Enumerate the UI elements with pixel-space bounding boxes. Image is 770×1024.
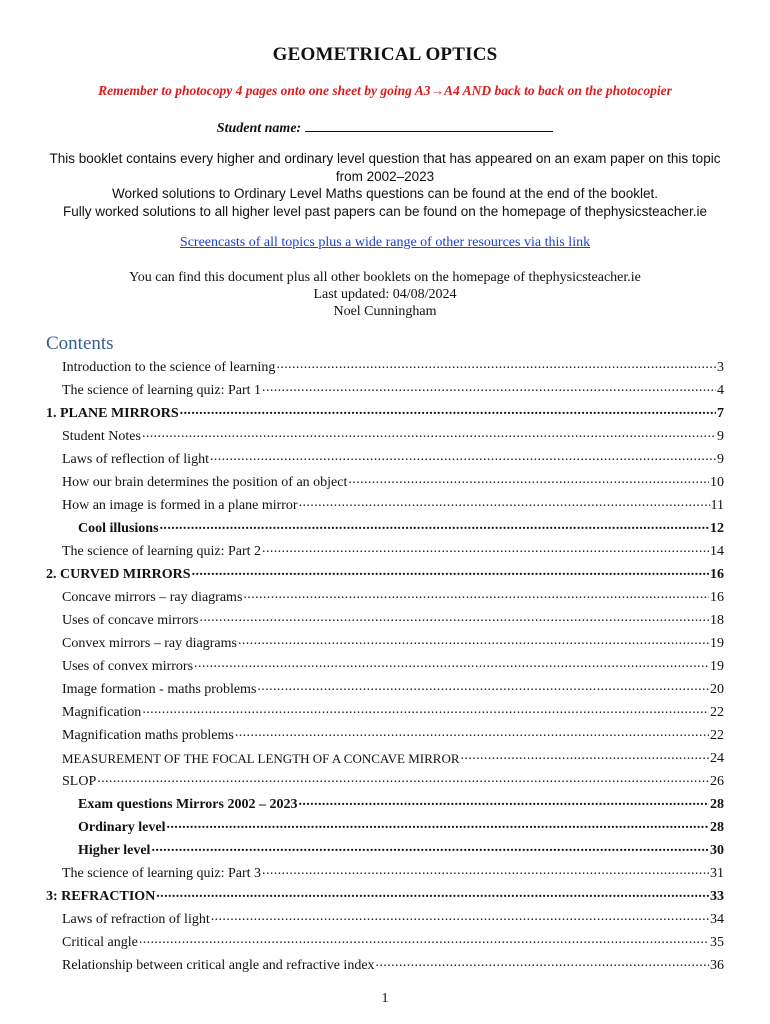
toc-entry-page: 34 <box>710 911 724 927</box>
toc-entry[interactable] <box>46 701 724 724</box>
toc-entry-page: 20 <box>710 681 724 697</box>
toc-leader-dots <box>276 357 716 373</box>
toc-entry-page: 35 <box>710 934 724 950</box>
toc-entry[interactable] <box>46 954 724 977</box>
toc-entry-label: The science of learning quiz: Part 2 <box>62 543 262 559</box>
toc-entry-page: 12 <box>710 520 724 536</box>
toc-leader-dots <box>376 955 709 971</box>
toc-leader-dots <box>210 449 716 465</box>
toc-leader-dots <box>262 863 709 879</box>
toc-entry-page: 28 <box>710 819 724 835</box>
toc-entry-page: 22 <box>710 727 724 743</box>
toc-entry[interactable] <box>46 816 724 839</box>
toc-entry[interactable] <box>46 494 724 517</box>
toc-entry-page: 9 <box>717 451 724 467</box>
toc-leader-dots <box>139 932 709 948</box>
student-name-blank[interactable] <box>305 117 553 132</box>
toc-entry-label: Image formation - maths problems <box>62 681 257 697</box>
toc-entry-page: 19 <box>710 635 724 651</box>
toc-entry-label: Exam questions Mirrors 2002 – 2023 <box>78 796 298 812</box>
toc-leader-dots <box>211 909 709 925</box>
toc-entry-label: SLOP <box>62 773 97 789</box>
toc-entry[interactable] <box>46 402 724 425</box>
table-of-contents <box>46 356 724 977</box>
toc-entry-label: Convex mirrors – ray diagrams <box>62 635 237 651</box>
toc-entry[interactable] <box>46 632 724 655</box>
intro-line: Fully worked solutions to all higher level past papers can be found on the homepage of thephysicsteacher.ie <box>63 203 707 219</box>
toc-entry-label: Concave mirrors – ray diagrams <box>62 589 243 605</box>
toc-leader-dots <box>199 610 709 626</box>
toc-leader-dots <box>194 656 709 672</box>
toc-leader-dots <box>156 886 709 902</box>
toc-entry[interactable] <box>46 747 724 770</box>
document-info <box>0 269 770 320</box>
student-name-field <box>0 117 770 137</box>
toc-entry-page: 30 <box>710 842 724 858</box>
toc-entry-page: 11 <box>710 497 724 513</box>
toc-entry-page: 28 <box>710 796 724 812</box>
screencasts-link[interactable]: Screencasts of all topics plus a wide range of other resources via this link <box>179 235 591 250</box>
toc-entry-label: MEASUREMENT OF THE FOCAL LENGTH OF A CONCAVE MIRROR <box>62 750 460 766</box>
toc-leader-dots <box>180 403 716 419</box>
toc-entry-page: 9 <box>717 428 724 444</box>
toc-entry[interactable] <box>46 517 724 540</box>
toc-entry-label: Uses of concave mirrors <box>62 612 199 628</box>
homepage-note: You can find this document plus all other booklets on the homepage of thephysicsteacher.ie <box>129 270 641 285</box>
toc-entry[interactable] <box>46 885 724 908</box>
toc-entry-label: 2. CURVED MIRRORS <box>46 566 191 582</box>
toc-entry-label: Higher level <box>78 842 151 858</box>
toc-leader-dots <box>298 794 709 810</box>
toc-entry[interactable] <box>46 655 724 678</box>
toc-entry[interactable] <box>46 724 724 747</box>
toc-entry-page: 16 <box>710 589 724 605</box>
toc-entry-page: 36 <box>710 957 724 973</box>
toc-entry-page: 7 <box>717 405 724 421</box>
toc-entry[interactable] <box>46 471 724 494</box>
page-title: GEOMETRICAL OPTICS <box>272 44 498 65</box>
toc-entry-label: The science of learning quiz: Part 1 <box>62 382 262 398</box>
toc-entry-page: 18 <box>710 612 724 628</box>
toc-leader-dots <box>235 725 709 741</box>
toc-entry[interactable] <box>46 448 724 471</box>
toc-entry[interactable] <box>46 862 724 885</box>
toc-entry[interactable] <box>46 678 724 701</box>
intro-line: Worked solutions to Ordinary Level Maths questions can be found at the end of the booklet. <box>111 186 659 201</box>
toc-entry[interactable] <box>46 793 724 816</box>
toc-entry[interactable] <box>46 356 724 379</box>
toc-entry-page: 19 <box>710 658 724 674</box>
toc-entry-label: Magnification <box>62 704 142 720</box>
toc-entry-page: 3 <box>717 359 724 375</box>
toc-entry-label: Introduction to the science of learning <box>62 359 276 375</box>
toc-entry[interactable] <box>46 908 724 931</box>
toc-entry[interactable] <box>46 839 724 862</box>
toc-entry-page: 26 <box>710 773 724 789</box>
intro-text <box>40 150 730 220</box>
toc-leader-dots <box>97 771 709 787</box>
toc-leader-dots <box>461 748 709 764</box>
toc-entry-label: Ordinary level <box>78 819 166 835</box>
page-number: 1 <box>381 991 389 1006</box>
toc-entry-page: 10 <box>710 474 724 490</box>
toc-entry-page: 31 <box>710 865 724 881</box>
last-updated: Last updated: 04/08/2024 <box>313 287 457 302</box>
student-name-label: Student name: <box>216 121 302 136</box>
toc-leader-dots <box>160 518 709 534</box>
toc-leader-dots <box>262 380 716 396</box>
toc-entry-label: Relationship between critical angle and refractive index <box>62 957 375 973</box>
toc-leader-dots <box>348 472 709 488</box>
toc-entry[interactable] <box>46 609 724 632</box>
toc-entry-label: Cool illusions <box>78 520 159 536</box>
toc-entry-label: How an image is formed in a plane mirror <box>62 497 298 513</box>
toc-entry-page: 4 <box>717 382 724 398</box>
toc-entry[interactable] <box>46 563 724 586</box>
toc-entry-label: Laws of reflection of light <box>62 451 209 467</box>
toc-entry-label: Uses of convex mirrors <box>62 658 194 674</box>
toc-leader-dots <box>262 541 709 557</box>
toc-leader-dots <box>243 587 709 603</box>
toc-entry[interactable] <box>46 770 724 793</box>
toc-leader-dots <box>151 840 709 856</box>
toc-entry[interactable] <box>46 425 724 448</box>
toc-entry-label: Magnification maths problems <box>62 727 234 743</box>
toc-entry[interactable] <box>46 586 724 609</box>
toc-leader-dots <box>299 495 710 511</box>
toc-entry-page: 14 <box>710 543 724 559</box>
toc-entry-page: 24 <box>710 750 724 766</box>
toc-leader-dots <box>192 564 709 580</box>
toc-entry-label: The science of learning quiz: Part 3 <box>62 865 262 881</box>
toc-leader-dots <box>142 702 709 718</box>
toc-leader-dots <box>257 679 709 695</box>
toc-leader-dots <box>142 426 716 442</box>
toc-leader-dots <box>167 817 710 833</box>
toc-entry-label: Student Notes <box>62 428 141 444</box>
photocopy-note: Remember to photocopy 4 pages onto one sheet by going A3→A4 AND back to back on the photocopier <box>98 83 672 98</box>
intro-line: This booklet contains every higher and ordinary level question that has appeared on an exam paper on this topic from 2002–2023 <box>49 151 721 184</box>
toc-leader-dots <box>238 633 709 649</box>
toc-entry[interactable] <box>46 379 724 402</box>
toc-entry-page: 33 <box>710 888 724 904</box>
toc-entry-label: 1. PLANE MIRRORS <box>46 405 179 421</box>
author-name: Noel Cunningham <box>333 304 437 319</box>
toc-entry-label: How our brain determines the position of an object <box>62 474 348 490</box>
contents-heading: Contents <box>46 333 114 354</box>
toc-entry[interactable] <box>46 931 724 954</box>
toc-entry-page: 22 <box>710 704 724 720</box>
toc-entry-label: Laws of refraction of light <box>62 911 210 927</box>
toc-entry[interactable] <box>46 540 724 563</box>
toc-entry-page: 16 <box>710 566 724 582</box>
toc-entry-label: Critical angle <box>62 934 138 950</box>
toc-entry-label: 3: REFRACTION <box>46 888 156 904</box>
